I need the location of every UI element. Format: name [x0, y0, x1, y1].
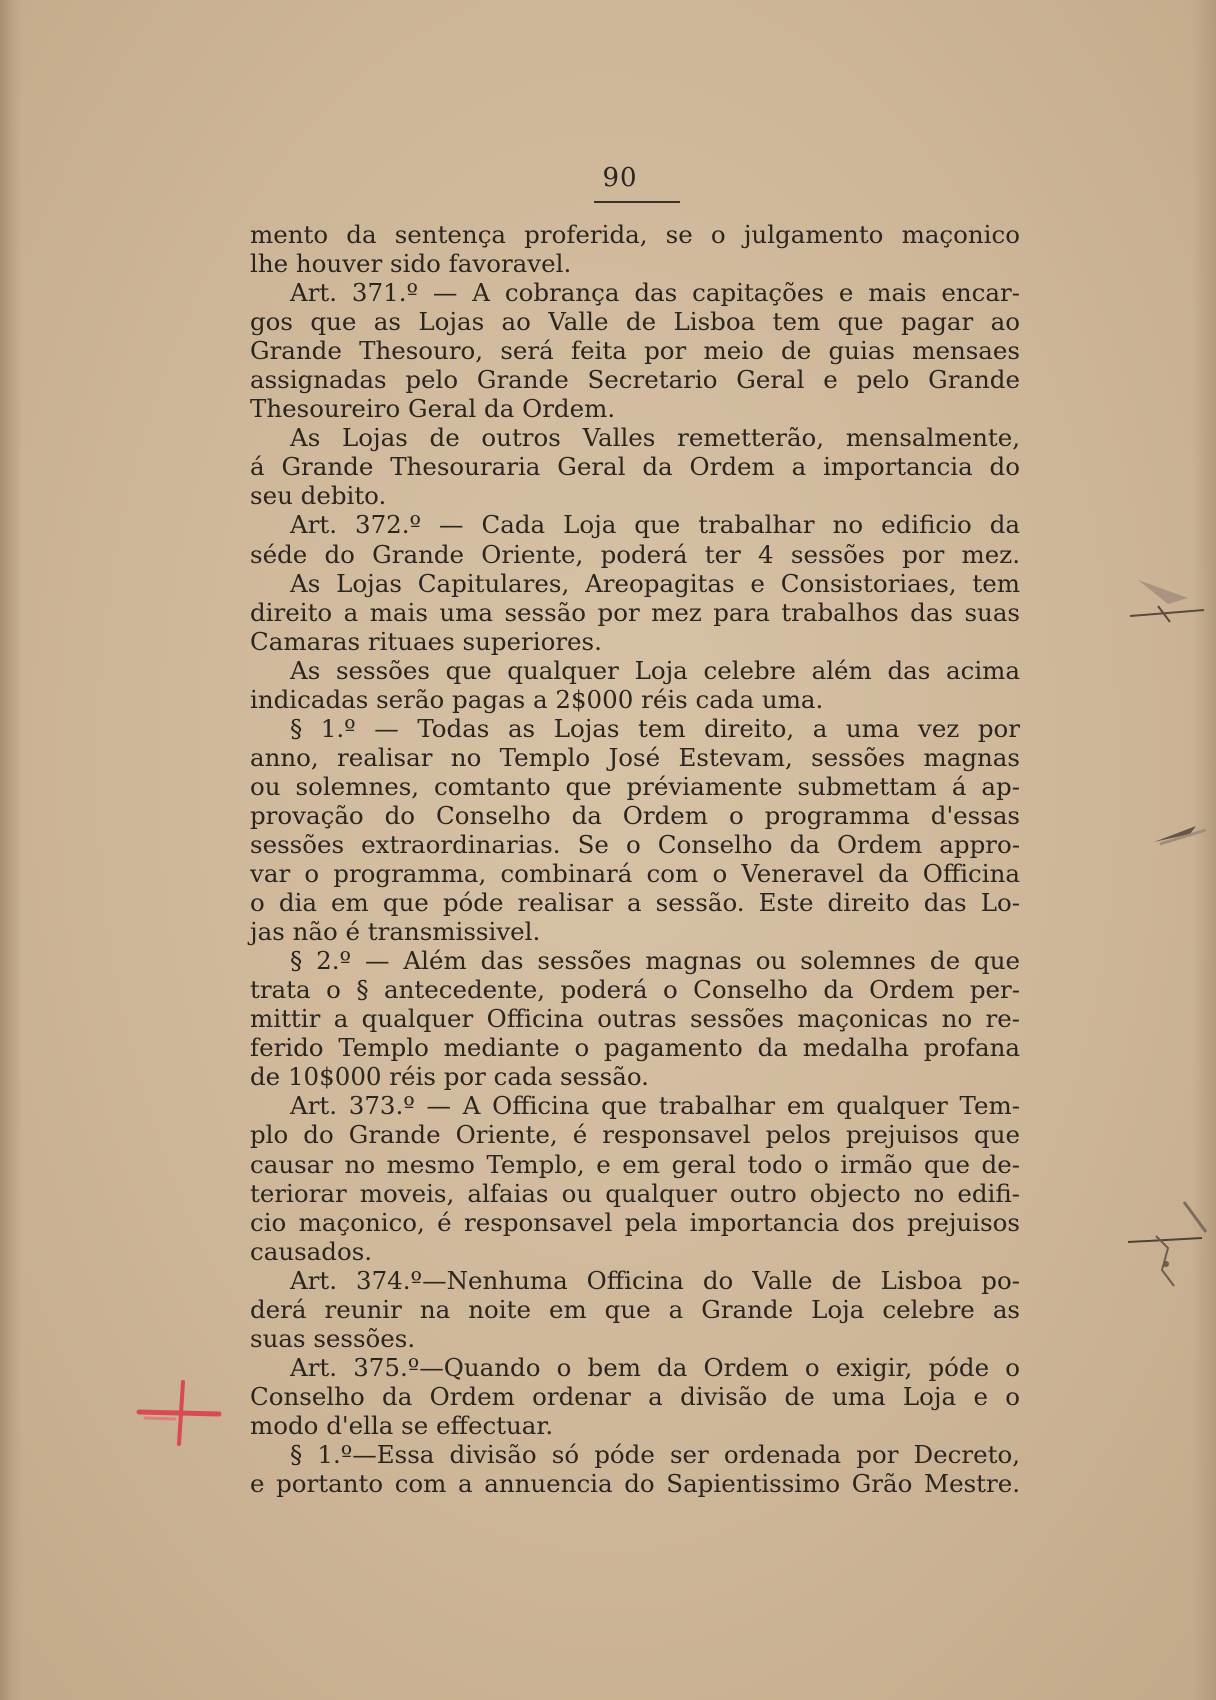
text-line: cio maçonico, é responsavel pela importancia dos prejuisos [250, 1207, 1020, 1237]
text-line: Camaras rituaes superiores. [250, 626, 602, 656]
red-cross-mark-icon [135, 1378, 225, 1448]
text-line: ferido Templo mediante o pagamento da medalha profana [250, 1033, 1020, 1063]
text-line: causar no mesmo Templo, e em geral todo o irmão que de- [250, 1149, 1020, 1179]
text-line: ou solemnes, comtanto que préviamente submettam á ap- [250, 771, 1020, 801]
text-line: o dia em que póde realisar a sessão. Este direito das Lo- [250, 888, 1020, 918]
text-line: lhe houver sido favoravel. [250, 249, 572, 279]
text-line: direito a mais uma sessão por mez para trabalhos das suas [250, 597, 1020, 627]
text-line: Conselho da Ordem ordenar a divisão de uma Loja e o [250, 1381, 1020, 1411]
text-line: Art. 375.º—Quando o bem da Ordem o exigir, póde o [290, 1352, 1020, 1382]
page-number: 90 [602, 163, 638, 193]
text-line: sessões extraordinarias. Se o Conselho da Ordem appro- [250, 829, 1020, 859]
text-line: Grande Thesouro, será feita por meio de guias mensaes [250, 336, 1020, 366]
text-line: derá reunir na noite em que a Grande Loja celebre as [250, 1294, 1020, 1324]
text-line: As sessões que qualquer Loja celebre além das acima [290, 655, 1020, 685]
text-line: § 1.º — Todas as Lojas tem direito, a uma vez por [290, 713, 1020, 743]
text-line: var o programma, combinará com o Veneravel da Officina [250, 859, 1020, 889]
text-line: teriorar moveis, alfaias ou qualquer outro objecto no edifi- [250, 1178, 1020, 1208]
text-line: trata o § antecedente, poderá o Conselho da Ordem per- [250, 975, 1020, 1005]
margin-stain-icon [1122, 1200, 1212, 1290]
text-line: jas não é transmissivel. [250, 917, 541, 947]
text-line: Thesoureiro Geral da Ordem. [250, 394, 616, 424]
text-line: As Lojas de outros Valles remetterão, mensalmente, [290, 423, 1020, 453]
text-line: Art. 374.º—Nenhuma Officina do Valle de Lisboa po- [290, 1265, 1020, 1295]
text-line: § 2.º — Além das sessões magnas ou solemnes de que [290, 946, 1020, 976]
text-line: indicadas serão pagas a 2$000 réis cada uma. [250, 684, 824, 714]
margin-stain-icon [1150, 808, 1210, 858]
text-line: e portanto com a annuencia do Sapientissimo Grão Mestre. [250, 1469, 1020, 1499]
text-line: suas sessões. [250, 1323, 416, 1353]
text-line: gos que as Lojas ao Valle de Lisboa tem que pagar ao [250, 307, 1020, 337]
text-line: mento da sentença proferida, se o julgamento maçonico [250, 220, 1020, 249]
text-line: § 1.º—Essa divisão só póde ser ordenada por Decreto, [290, 1439, 1020, 1469]
text-line: As Lojas Capitulares, Areopagitas e Consistoriaes, tem [290, 568, 1020, 598]
page-left-edge [0, 0, 22, 1700]
text-line: de 10$000 réis por cada sessão. [250, 1062, 649, 1092]
page-number-rule [594, 201, 680, 203]
text-line: seu debito. [250, 481, 387, 511]
text-line: séde do Grande Oriente, poderá ter 4 sessões por mez. [250, 539, 1020, 569]
text-line: Art. 372.º — Cada Loja que trabalhar no edificio da [290, 510, 1020, 540]
text-line: á Grande Thesouraria Geral da Ordem a importancia do [250, 452, 1020, 482]
text-line: causados. [250, 1236, 373, 1266]
text-line: provação do Conselho da Ordem o programma d'essas [250, 800, 1020, 830]
body-text [250, 220, 1020, 1498]
text-line: mittir a qualquer Officina outras sessões maçonicas no re- [250, 1004, 1020, 1034]
margin-stain-icon [1128, 560, 1208, 630]
text-line: Art. 373.º — A Officina que trabalhar em qualquer Tem- [290, 1091, 1020, 1121]
text-line: anno, realisar no Templo José Estevam, sessões magnas [250, 742, 1020, 772]
text-line: modo d'ella se effectuar. [250, 1410, 554, 1440]
text-line: assignadas pelo Grande Secretario Geral e pelo Grande [250, 365, 1020, 395]
text-line: plo do Grande Oriente, é responsavel pelos prejuisos que [250, 1120, 1020, 1150]
text-line: Art. 371.º — A cobrança das capitações e mais encar- [290, 278, 1020, 308]
